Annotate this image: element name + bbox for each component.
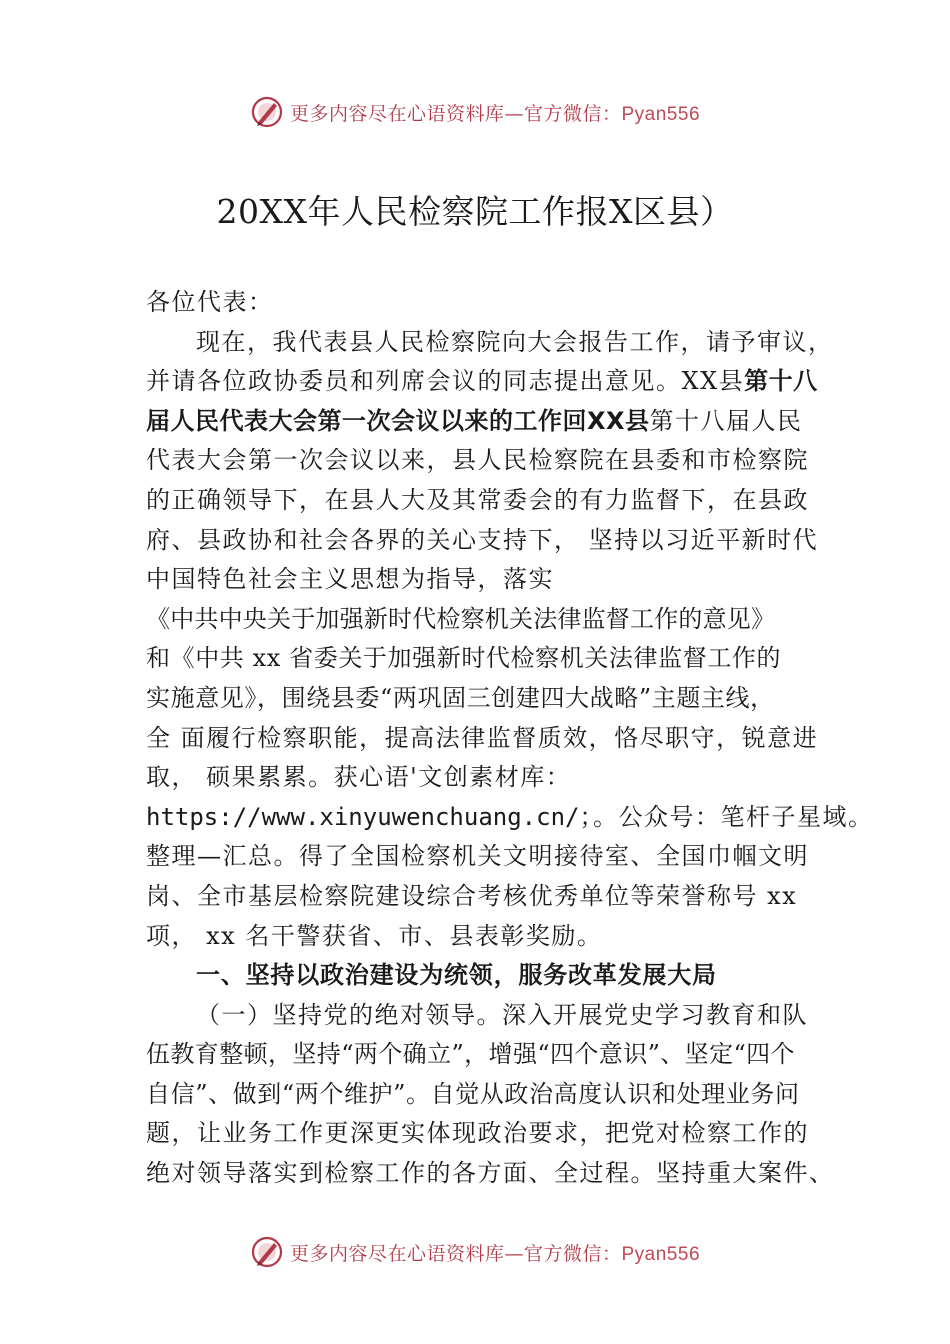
paragraph-line: 全 面履行检察职能，提高法律监督质效，恪尽职守，锐意进 <box>146 723 819 752</box>
wechat-id: Pyan556 <box>621 1243 701 1265</box>
paragraph-line: （一）坚持党的绝对领导。深入开展党史学习教育和队 <box>196 1000 808 1029</box>
paragraph-line: 的正确领导下，在县人大及其常委会的有力监督下，在县政 <box>146 485 809 514</box>
header-banner <box>0 92 950 132</box>
paragraph-line: 整理—汇总。得了全国检察机关文明接待室、全国巾帼文明 <box>146 842 809 871</box>
paragraph-line: 取， 硕果累累。获心语'文创素材库： <box>146 763 572 792</box>
banner-text: 更多内容尽在心语资料库—官方微信：Pyan556 <box>289 1242 701 1265</box>
paragraph-line: https://www.xinyuwenchuang.cn/；。公众号：笔杆子星域。 <box>146 802 874 831</box>
pen-logo-icon <box>250 1235 284 1269</box>
pen-logo-icon <box>250 95 284 129</box>
url-link: https://www.xinyuwenchuang.cn/ <box>146 802 580 831</box>
paragraph-line: 伍教育整顿，坚持“两个确立”，增强“四个意识”、坚定“四个 <box>146 1040 795 1069</box>
paragraph-line: 届人民代表大会第一次会议以来的工作回XX县第十八届人民 <box>146 406 803 435</box>
paragraph-line: 自信”、做到“两个维护”。自觉从政治高度认识和处理业务问 <box>146 1079 800 1108</box>
paragraph-line: 绝对领导落实到检察工作的各方面、全过程。坚持重大案件、 <box>146 1159 835 1188</box>
paragraph-line: 府、县政协和社会各界的关心支持下， 坚持以习近平新时代 <box>146 525 819 554</box>
paragraph-line: 《中共中央关于加强新时代检察机关法律监督工作的意见》 <box>146 604 776 633</box>
paragraph-line: 实施意见》，围绕县委“两巩固三创建四大战略”主题主线， <box>146 683 775 712</box>
paragraph-line: 中国特色社会主义思想为指导，落实 <box>146 565 554 594</box>
paragraph-line: 代表大会第一次会议以来，县人民检察院在县委和市检察院 <box>146 446 809 475</box>
paragraph-line: 并请各位政协委员和列席会议的同志提出意见。XX县第十八 <box>146 367 818 396</box>
paragraph-line: 项， xx 名干警获省、市、县表彰奖励。 <box>146 921 603 950</box>
banner-text: 更多内容尽在心语资料库—官方微信：Pyan556 <box>289 102 701 125</box>
wechat-id: Pyan556 <box>621 103 701 125</box>
document-title: 20XX年人民检察院工作报X区县） <box>216 192 734 231</box>
paragraph-line: 现在，我代表县人民检察院向大会报告工作，请予审议， <box>196 327 834 356</box>
section-heading: 一、坚持以政治建设为统领，服务改革发展大局 <box>196 961 717 990</box>
footer-banner <box>0 1232 950 1272</box>
salutation: 各位代表： <box>146 288 274 316</box>
paragraph-line: 和《中共 xx 省委关于加强新时代检察机关法律监督工作的 <box>146 644 782 673</box>
paragraph-line: 题，让业务工作更深更实体现政治要求，把党对检察工作的 <box>146 1119 809 1148</box>
paragraph-line: 岗、全市基层检察院建设综合考核优秀单位等荣誉称号 xx <box>146 881 798 910</box>
document-body <box>146 283 874 1194</box>
